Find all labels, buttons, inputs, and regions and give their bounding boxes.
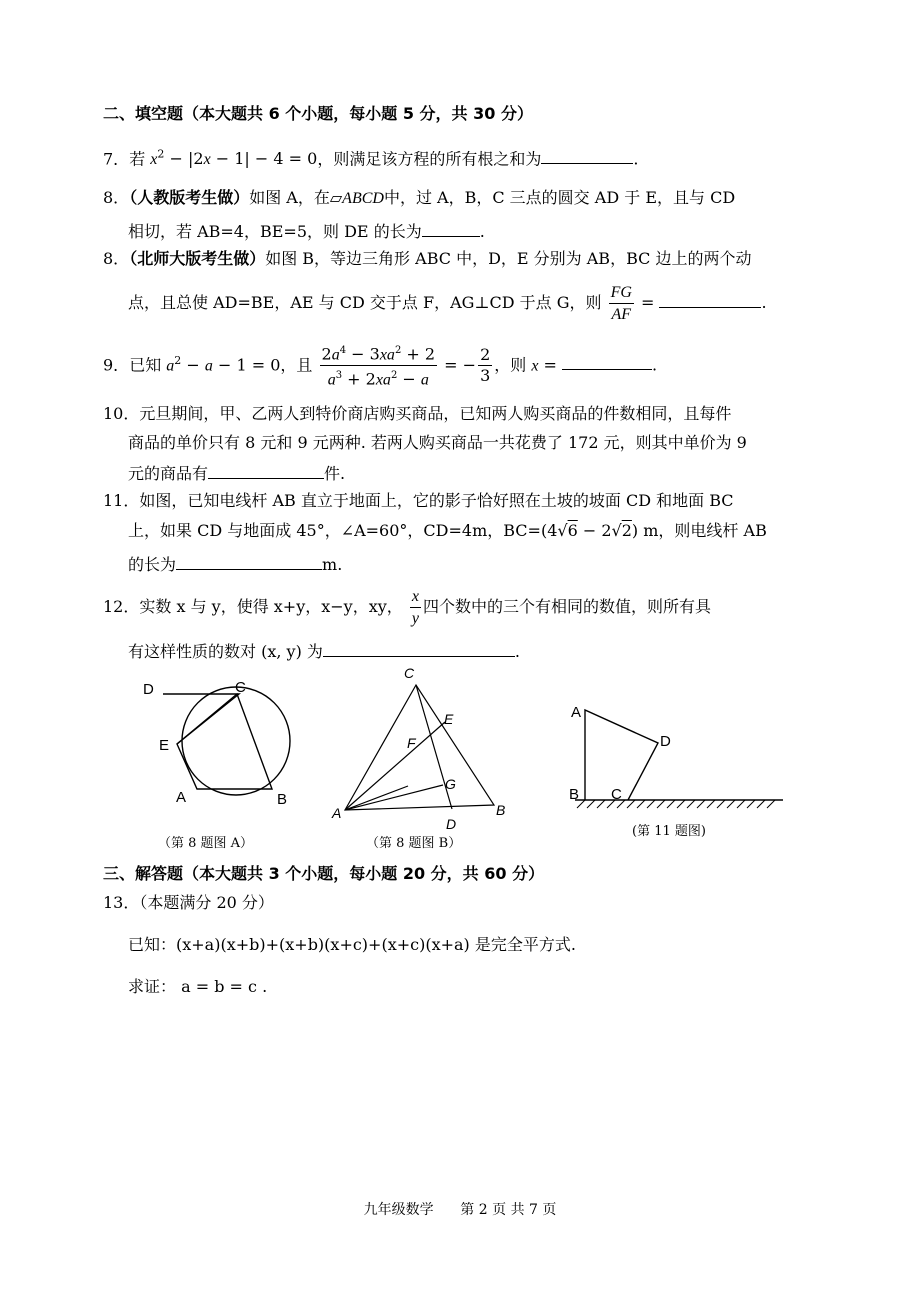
question-11-line1: 11．如图，已知电线杆 AB 直立于地面上，它的影子恰好照在土坡的坡面 CD 和地面 BC bbox=[103, 491, 734, 510]
answer-blank[interactable] bbox=[541, 147, 633, 164]
question-12-line2: 有这样性质的数对 (x, y) 为 . bbox=[128, 642, 520, 661]
section-3-title: 三、解答题（本大题共 3 个小题，每小题 20 分，共 60 分） bbox=[103, 864, 545, 883]
label-b: B bbox=[569, 786, 580, 803]
answer-blank[interactable] bbox=[176, 553, 322, 570]
label-a: A bbox=[176, 789, 187, 806]
question-10-line3: 元的商品有 件. bbox=[128, 464, 346, 483]
caption-figure-11: (第 11 题图) bbox=[632, 824, 706, 839]
question-7: 7．若 $x^2 - |2x - 1| - 4 = 0$，则满足该方程的所有根之和为 . bbox=[103, 148, 639, 169]
label-c: C bbox=[235, 679, 246, 696]
question-8b-line1: 8．（北师大版考生做）如图 B，等边三角形 ABC 中，D，E 分别为 AB，BC 边上的两个动 bbox=[103, 249, 752, 268]
answer-blank[interactable] bbox=[323, 640, 515, 657]
label-d: D bbox=[446, 816, 457, 832]
question-9: 9．已知 $a^2 - a - 1 = 0$，且 $\frac{2a^4 - 3xa^2 + 2}{a^3 + 2xa^2 - a}$ = − $\frac{2}{3}$ ，则 x = . bbox=[103, 338, 657, 391]
label-e: E bbox=[159, 737, 170, 754]
question-11-line2: 上，如果 CD 与地面成 45°，∠A=60°，CD=4m，BC=(4√6 − 2√2) m，则电线杆 AB bbox=[128, 521, 767, 540]
answer-blank[interactable] bbox=[208, 462, 324, 479]
figure-11 bbox=[565, 695, 790, 810]
equation: $x^2 - |2x - 1| - 4 = 0$ bbox=[150, 148, 318, 169]
label-e: E bbox=[444, 711, 454, 727]
parallelogram-abcd bbox=[177, 694, 272, 789]
label-b: B bbox=[277, 791, 288, 808]
label-d: D bbox=[660, 733, 671, 750]
figure-8b bbox=[330, 662, 515, 832]
question-13-given: 已知：(x+a)(x+b)+(x+b)(x+c)+(x+c)(x+a) 是完全平方式. bbox=[128, 935, 576, 954]
question-8a-line2: 相切，若 AB=4，BE=5，则 DE 的长为 . bbox=[128, 222, 485, 241]
label-c: C bbox=[611, 786, 622, 803]
label-d: D bbox=[143, 681, 154, 698]
question-8a-line1: 8．（人教版考生做）如图 A，在▱ABCD中，过 A，B，C 三点的圆交 AD 于 E，且与 CD bbox=[103, 188, 736, 207]
circle bbox=[182, 687, 290, 795]
answer-blank[interactable] bbox=[562, 353, 652, 370]
question-13-prove: 求证： a = b = c . bbox=[128, 977, 268, 996]
bc-expression: (4√6 − 2√2) bbox=[540, 521, 639, 540]
question-10-line1: 10．元旦期间，甲、乙两人到特价商店购买商品，已知两人购买商品的件数相同，且每件 bbox=[103, 404, 732, 423]
answer-blank[interactable] bbox=[659, 291, 761, 308]
question-13-header: 13．（本题满分 20 分） bbox=[103, 893, 274, 912]
label-a: A bbox=[571, 704, 582, 721]
question-11-line3: 的长为 m. bbox=[128, 555, 343, 574]
caption-figure-8b: （第 8 题图 B） bbox=[366, 836, 462, 851]
fraction-two-thirds: $\frac{2}{3}$ bbox=[480, 345, 491, 386]
caption-figure-8a: （第 8 题图 A） bbox=[158, 836, 254, 851]
question-10-line2: 商品的单价只有 8 元和 9 元两种. 若两人购买商品一共花费了 172 元，则其中单价为 9 bbox=[128, 433, 747, 452]
answer-blank[interactable] bbox=[422, 220, 480, 237]
segment-auxiliary bbox=[345, 786, 408, 810]
label-a: A bbox=[332, 805, 342, 821]
label-c: C bbox=[404, 665, 415, 681]
question-8b-line2: 点，且总使 AD=BE，AE 与 CD 交于点 F，AG⊥CD 于点 G，则 $\frac{FG}{AF}$ = . bbox=[128, 284, 767, 323]
figure-8a bbox=[135, 675, 305, 815]
fraction-fg-af: $\frac{FG}{AF}$ bbox=[610, 284, 632, 323]
label-f: F bbox=[407, 735, 416, 751]
label-g: G bbox=[445, 776, 456, 792]
fraction-x-y: $\frac{x}{y}$ bbox=[411, 588, 419, 627]
page-footer: 九年级数学 第 2 页 共 7 页 bbox=[363, 1202, 557, 1218]
parallelogram-symbol: ▱ bbox=[329, 188, 343, 207]
section-2-title: 二、填空题（本大题共 6 个小题，每小题 5 分，共 30 分） bbox=[103, 104, 533, 123]
label-b: B bbox=[496, 802, 506, 818]
ground-hatching bbox=[577, 800, 775, 808]
fraction-expression: $\frac{2a^4 - 3xa^2 + 2}{a^3 + 2xa^2 - a}$ bbox=[320, 341, 438, 391]
question-12-line1: 12．实数 x 与 y，使得 x+y，x−y，xy， $\frac{x}{y}$ 四个数中的三个有相同的数值，则所有具 bbox=[103, 588, 712, 627]
